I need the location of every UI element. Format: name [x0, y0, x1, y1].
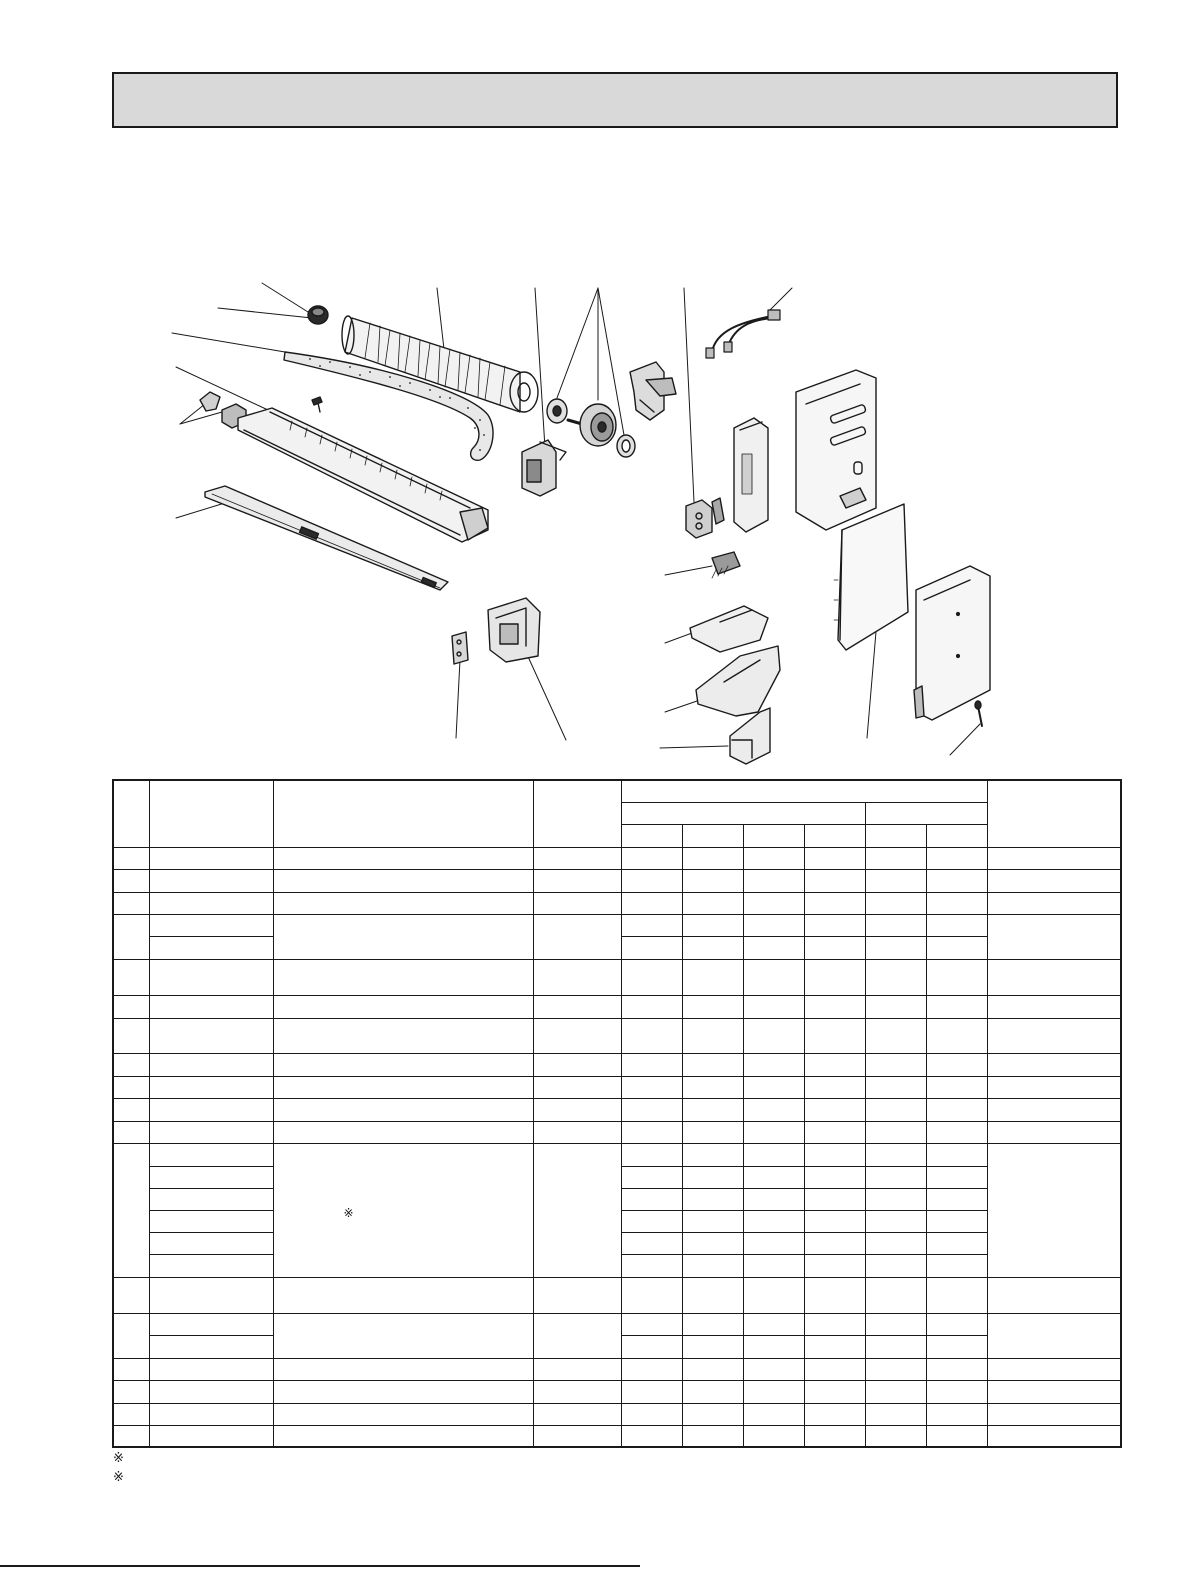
- motor-support: [630, 362, 676, 420]
- table-row: [113, 914, 1121, 936]
- col-header-qty-group-b: [865, 802, 987, 824]
- table-row: [113, 1425, 1121, 1447]
- col-header-part-name: [273, 780, 533, 847]
- col-header-quantity: [621, 780, 987, 802]
- cap-part: [308, 306, 328, 324]
- part-name-cell-with-mark: [273, 1143, 533, 1277]
- exploded-parts-diagram: [0, 0, 1192, 780]
- indoor-coil-thermistor: [975, 701, 982, 726]
- terminal-block: [686, 498, 724, 538]
- table-row: [113, 892, 1121, 914]
- footnote-1: ※: [113, 1451, 124, 1466]
- col-header-part-no: [149, 780, 273, 847]
- reference-mark: ※: [343, 1205, 354, 1220]
- col-header-model-2: [682, 824, 743, 847]
- col-header-model-5: [865, 824, 926, 847]
- connector: [712, 552, 740, 578]
- parts-list-table: [112, 779, 1122, 1448]
- electrical-box-cover: [796, 370, 876, 530]
- lead-wire: [706, 310, 780, 358]
- table-row: [113, 869, 1121, 892]
- electrical-box-holder: [734, 418, 768, 532]
- col-header-model-6: [926, 824, 987, 847]
- electrical-box-side: [914, 566, 990, 720]
- table-row: [113, 847, 1121, 869]
- footer-rule: [0, 1565, 640, 1567]
- fan-motor: [547, 399, 635, 457]
- table-row: [113, 1076, 1121, 1098]
- fan-motor-holder: [522, 440, 566, 496]
- table-row: [113, 959, 1121, 995]
- col-header-qty-group-a: [621, 802, 865, 824]
- table-row: [113, 1053, 1121, 1076]
- electrical-box-bracket-lower: [696, 646, 780, 716]
- col-header-no: [113, 780, 149, 847]
- footnote-2: ※: [113, 1470, 124, 1485]
- table-row: [113, 1277, 1121, 1313]
- col-header-remarks: [987, 780, 1121, 847]
- col-header-model-3: [743, 824, 804, 847]
- table-row: [113, 995, 1121, 1018]
- table-row: [113, 1098, 1121, 1121]
- screw: [312, 397, 322, 412]
- electrical-box-bracket-upper: [690, 606, 768, 652]
- table-row: [113, 1403, 1121, 1425]
- table-row: [113, 1358, 1121, 1380]
- col-header-specification: [533, 780, 621, 847]
- wire-clamp: [452, 632, 468, 664]
- pcb-cover: [834, 504, 908, 650]
- table-row: [113, 1143, 1121, 1166]
- table-row: [113, 1018, 1121, 1053]
- table-row: [113, 1313, 1121, 1335]
- vane-motor-holder: [488, 598, 540, 662]
- table-row: [113, 1380, 1121, 1403]
- col-header-model-4: [804, 824, 865, 847]
- col-header-model-1: [621, 824, 682, 847]
- table-row: [113, 1121, 1121, 1143]
